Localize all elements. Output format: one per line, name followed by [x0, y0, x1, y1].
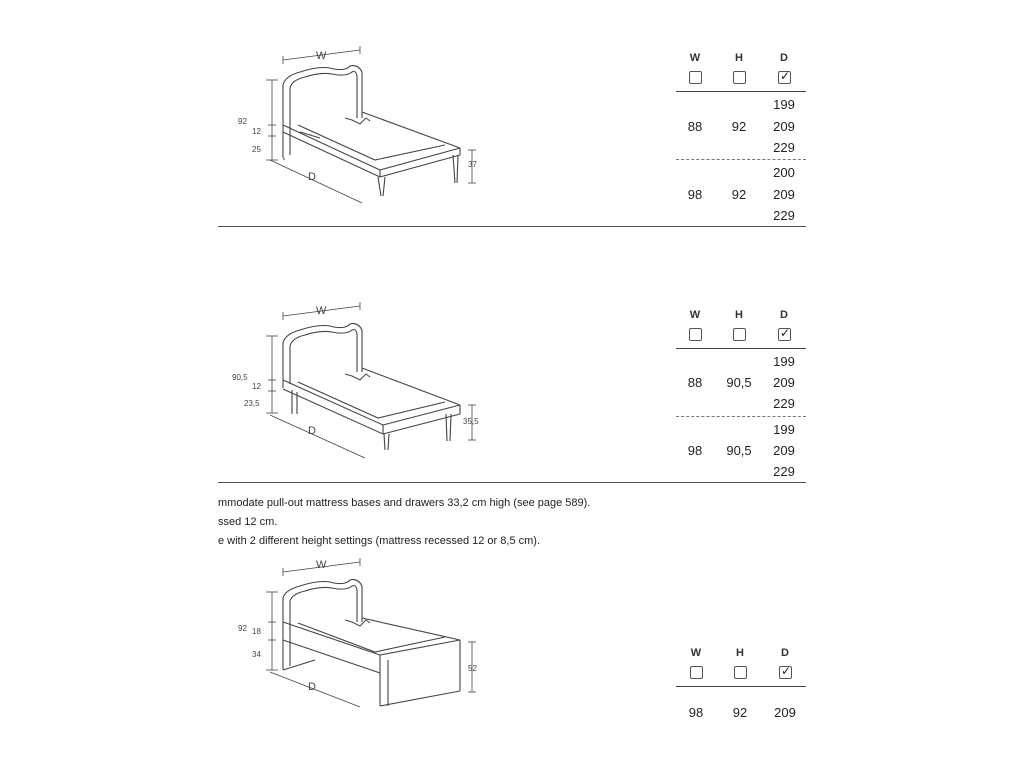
group-divider [676, 159, 806, 160]
bed-2-group-2-h: 90,5 [726, 443, 752, 458]
header-rule [676, 686, 806, 687]
bed-2-group-2-w: 98 [687, 443, 703, 458]
header-h: H [735, 52, 743, 64]
bed-3-a-label: 18 [252, 627, 261, 636]
bed-3-height-label: 92 [238, 624, 247, 633]
header-w: W [689, 309, 701, 321]
header-rule [676, 91, 806, 92]
header-d: D [781, 647, 789, 659]
bed-3-d-label: D [308, 681, 316, 693]
bed-1-group-1-d2: 209 [773, 119, 795, 134]
note-line-2: ssed 12 cm. [218, 516, 278, 528]
bed-3-w-label: W [316, 559, 327, 571]
check-icon: ✓ [781, 664, 792, 678]
bed-2-group-2-d1: 199 [773, 422, 795, 437]
bed-1-group-2-h: 92 [731, 187, 747, 202]
bed-2-drawing [266, 302, 476, 458]
bed-1-a-label: 12 [252, 127, 261, 136]
header-rule [676, 348, 806, 349]
bed-1-group-1-h: 92 [731, 119, 747, 134]
bed-1-group-1-d1: 199 [773, 97, 795, 112]
header-h: H [735, 309, 743, 321]
bed-1-group-2-d3: 229 [773, 208, 795, 223]
bed-2-group-2-d2: 209 [773, 443, 795, 458]
bed-2-group-1-h: 90,5 [726, 375, 752, 390]
bed-2-height-label: 90,5 [232, 373, 248, 382]
header-d: D [780, 52, 788, 64]
check-icon: ✓ [780, 326, 791, 340]
checkbox-w [689, 328, 702, 341]
header-w: W [689, 52, 701, 64]
section-divider-2 [218, 482, 806, 483]
bed-1-group-1-d3: 229 [773, 140, 795, 155]
bed-1-drawing [266, 46, 476, 203]
bed-1-d-label: D [308, 171, 316, 183]
checkbox-w [690, 666, 703, 679]
header-d: D [780, 309, 788, 321]
group-divider [676, 416, 806, 417]
bed-3-group-1-w: 98 [688, 705, 704, 720]
header-w: W [690, 647, 702, 659]
checkbox-d-checked [779, 666, 792, 679]
header-h: H [736, 647, 744, 659]
bed-3-group-1-h: 92 [732, 705, 748, 720]
bed-3-drawing [266, 558, 476, 707]
checkbox-w [689, 71, 702, 84]
check-icon: ✓ [780, 69, 791, 83]
checkbox-h [733, 71, 746, 84]
note-line-1: mmodate pull-out mattress bases and drawers 33,2 cm high (see page 589). [218, 497, 591, 509]
checkbox-d-checked [778, 328, 791, 341]
bed-1-b-label: 25 [252, 145, 261, 154]
bed-1-group-2-d1: 200 [773, 165, 795, 180]
bed-3-group-1-d1: 209 [774, 705, 796, 720]
bed-1-group-1-w: 88 [687, 119, 703, 134]
checkbox-h [734, 666, 747, 679]
bed-1-w-label: W [316, 50, 327, 62]
bed-2-a-label: 12 [252, 382, 261, 391]
bed-2-group-1-d2: 209 [773, 375, 795, 390]
bed-2-group-2-d3: 229 [773, 464, 795, 479]
bed-2-d-label: D [308, 425, 316, 437]
bed-1-group-2-d2: 209 [773, 187, 795, 202]
bed-2-w-label: W [316, 305, 327, 317]
bed-1-height-label: 92 [238, 117, 247, 126]
checkbox-h [733, 328, 746, 341]
note-line-3: e with 2 different height settings (mattress recessed 12 or 8,5 cm). [218, 535, 541, 547]
bed-2-group-1-d3: 229 [773, 396, 795, 411]
bed-3-b-label: 34 [252, 650, 261, 659]
bed-1-group-2-w: 98 [687, 187, 703, 202]
checkbox-d-checked [778, 71, 791, 84]
bed-2-group-1-d1: 199 [773, 354, 795, 369]
bed-1-leg-label: 37 [468, 160, 477, 169]
section-divider-1 [218, 226, 806, 227]
bed-3-leg-label: 52 [468, 664, 477, 673]
bed-2-group-1-w: 88 [687, 375, 703, 390]
bed-2-b-label: 23,5 [244, 399, 260, 408]
bed-2-leg-label: 35,5 [463, 417, 479, 426]
